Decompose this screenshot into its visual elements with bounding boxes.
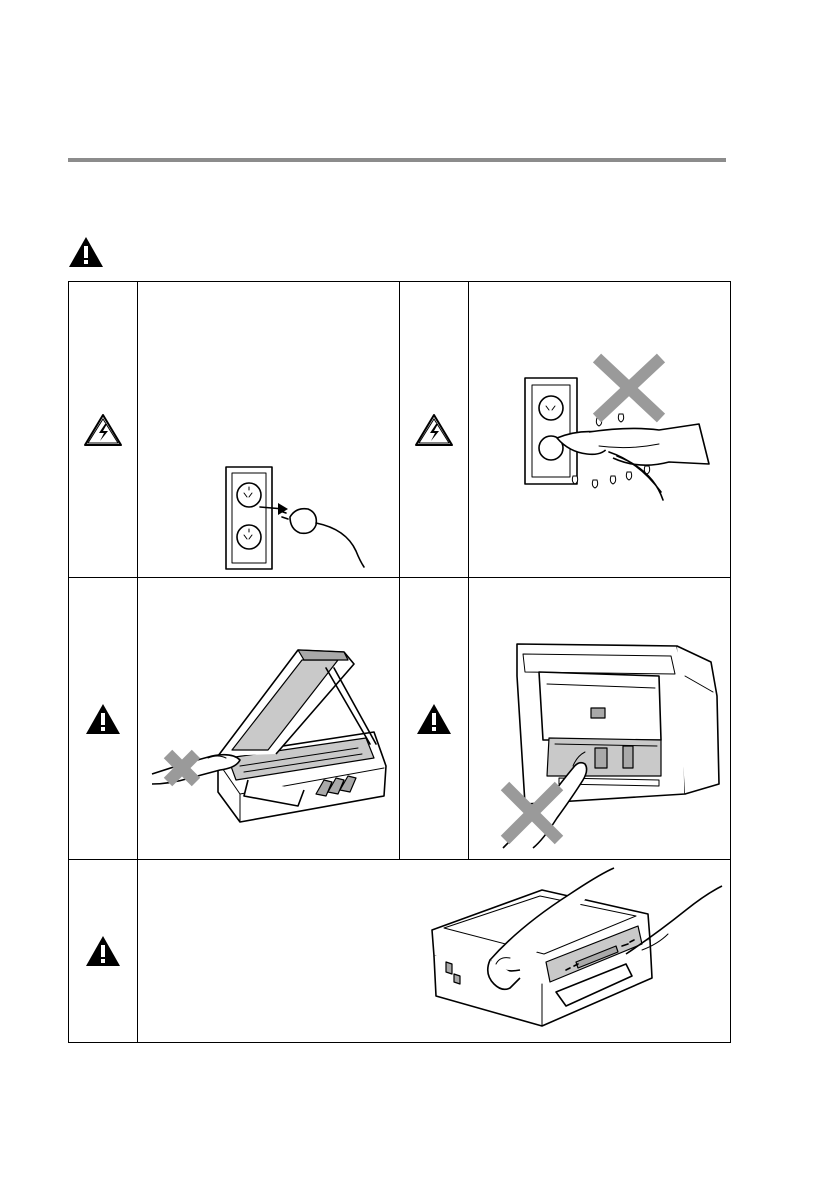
table-row [69,282,731,578]
back-cover-illustration [499,636,729,856]
warning-icon [416,703,452,735]
warning-icon [85,935,121,967]
open-scanner-cover-illustration [148,646,388,826]
lift-machine-illustration [426,866,726,1032]
electrical-hazard-icon [83,413,123,447]
header-rule [68,158,726,162]
icon-cell [69,860,138,1043]
safety-warnings-table [68,281,731,1043]
back-cover-cell [469,578,731,860]
open-scanner-cover-cell [138,578,400,860]
wet-hands-plug-cell [469,282,731,578]
warning-icon [85,703,121,735]
icon-cell [400,578,469,860]
icon-cell [69,282,138,578]
unplug-power-cord-illustration [220,465,380,573]
icon-cell [69,578,138,860]
table-row [69,860,731,1043]
lift-machine-cell [138,860,731,1043]
table-row [69,578,731,860]
icon-cell [400,282,469,578]
electrical-hazard-icon [414,413,454,447]
warning-triangle-icon [68,236,104,268]
wet-hands-plug-illustration [519,352,729,502]
unplug-power-cord-cell [138,282,400,578]
